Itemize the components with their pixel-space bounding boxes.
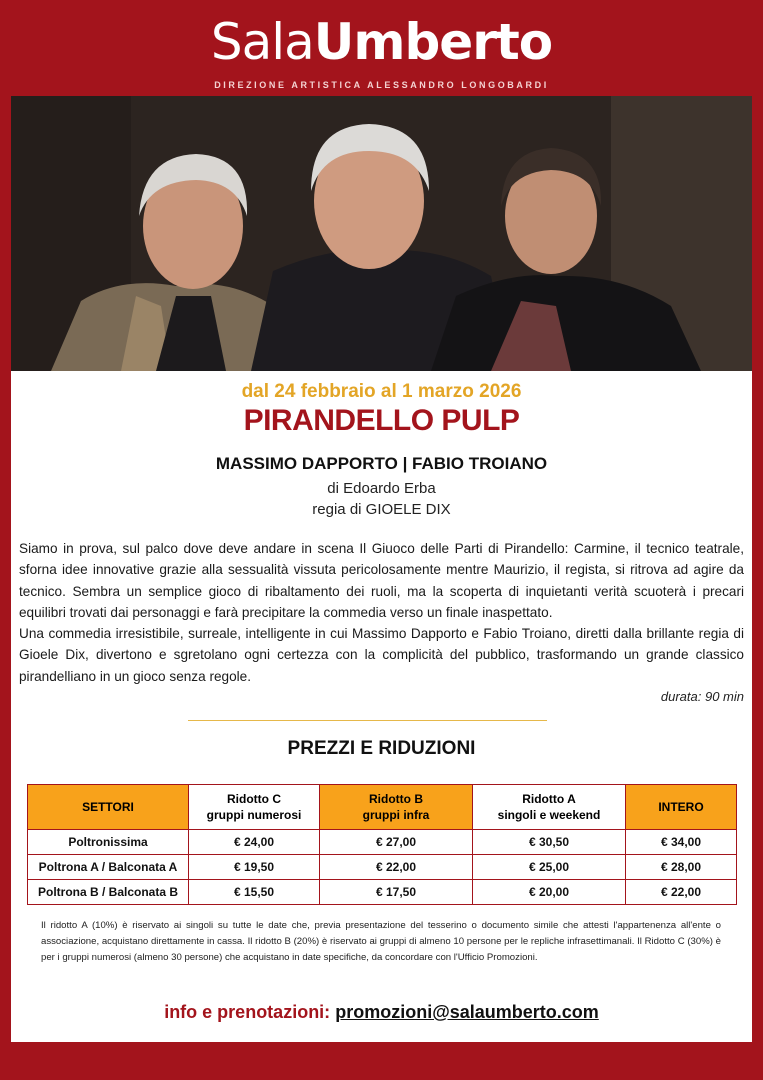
table-row [28, 830, 737, 855]
cast-photo [11, 96, 752, 371]
show-synopsis [19, 538, 744, 687]
show-title: PIRANDELLO PULP [243, 404, 520, 437]
logo-light-text: Sala [210, 13, 314, 71]
header-ridotto-a-line1: Ridotto A [522, 792, 576, 806]
sala-umberto-logo [0, 12, 763, 72]
prices-table [27, 784, 737, 905]
header [0, 0, 763, 96]
sector-cell: Poltronissima [28, 830, 189, 855]
header-ridotto-b [320, 785, 473, 830]
show-dates: dal 24 febbraio al 1 marzo 2026 [241, 381, 522, 402]
header-intero-text: INTERO [658, 800, 704, 814]
header-ridotto-c [189, 785, 320, 830]
table-row [28, 855, 737, 880]
price-ridotto-a: € 30,50 [473, 830, 626, 855]
discount-note: Il ridotto A (10%) è riservato ai singoli su tutte le date che, previa presentazione del tesserino o documento simile che attesti l'appartenenza all'ente o associazione, acquistano direttamente in cassa. Il ridotto B (20%) è riservato ai gruppi di almeno 10 persone per le repliche infrasettimanali. Il Ridotto C (30%) è per i gruppi numerosi (almeno 30 persone) che acquistano in date specifiche, da concordare con l'Ufficio Promozioni. [41, 920, 721, 963]
price-ridotto-a: € 25,00 [473, 855, 626, 880]
price-intero: € 22,00 [626, 880, 737, 905]
prices-title: PREZZI E RIDUZIONI [287, 738, 476, 759]
price-ridotto-b: € 22,00 [320, 855, 473, 880]
artistic-direction-line: DIREZIONE ARTISTICA ALESSANDRO LONGOBARDI [214, 80, 549, 90]
contacts-label: info e prenotazioni: [164, 1002, 331, 1022]
header-ridotto-c-line2: gruppi numerosi [206, 808, 302, 822]
price-ridotto-b: € 27,00 [320, 830, 473, 855]
contacts-email-link[interactable]: promozioni@salaumberto.com [335, 1002, 599, 1022]
header-ridotto-b-line1: Ridotto B [369, 792, 423, 806]
logo-bold-text: Umberto [313, 13, 553, 71]
header-intero [626, 785, 737, 830]
price-ridotto-b: € 17,50 [320, 880, 473, 905]
show-duration: durata: 90 min [660, 689, 744, 704]
show-author: di Edoardo Erba [327, 480, 436, 497]
table-row [28, 880, 737, 905]
show-director: regia di GIOELE DIX [312, 501, 451, 518]
prices-header-row [28, 785, 737, 830]
price-ridotto-c: € 19,50 [189, 855, 320, 880]
header-settori [28, 785, 189, 830]
sector-cell: Poltrona B / Balconata B [28, 880, 189, 905]
header-ridotto-a [473, 785, 626, 830]
price-intero: € 28,00 [626, 855, 737, 880]
show-cast: MASSIMO DAPPORTO | FABIO TROIANO [215, 454, 548, 473]
price-ridotto-c: € 24,00 [189, 830, 320, 855]
price-intero: € 34,00 [626, 830, 737, 855]
header-ridotto-b-line2: gruppi infra [362, 808, 430, 822]
cast-photo-illustration [11, 96, 752, 371]
poster-panel [11, 96, 752, 1042]
section-divider [188, 720, 547, 721]
sector-cell: Poltrona A / Balconata A [28, 855, 189, 880]
price-ridotto-a: € 20,00 [473, 880, 626, 905]
price-ridotto-c: € 15,50 [189, 880, 320, 905]
header-settori-text: SETTORI [82, 800, 134, 814]
header-ridotto-a-line2: singoli e weekend [497, 808, 601, 822]
synopsis-paragraph-1: Siamo in prova, sul palco dove deve andare in scena Il Giuoco delle Parti di Pirandello: Carmine, il tecnico teatrale, sforna idee innovative grazie alla sessualità vissuta pericolosamente mentre Maurizio, il regista, si ritrova ad agire da tecnico. Sembra un semplice gioco di ribaltamento dei ruoli, ma la scoperta di inquietanti verità scuoterà i precari equilibri trovati dai personaggi e farà precipitare la commedia verso un finale inaspettato. [19, 541, 744, 620]
synopsis-paragraph-2: Una commedia irresistibile, surreale, intelligente in cui Massimo Dapporto e Fabio Troiano, diretti dalla brillante regia di Gioele Dix, divertono e sgretolano ogni certezza con la complicità del pubblico, trasformando un grande classico pirandelliano in un gioco senza regole. [19, 626, 744, 684]
header-ridotto-c-line1: Ridotto C [227, 792, 281, 806]
contacts-line [11, 1002, 752, 1023]
